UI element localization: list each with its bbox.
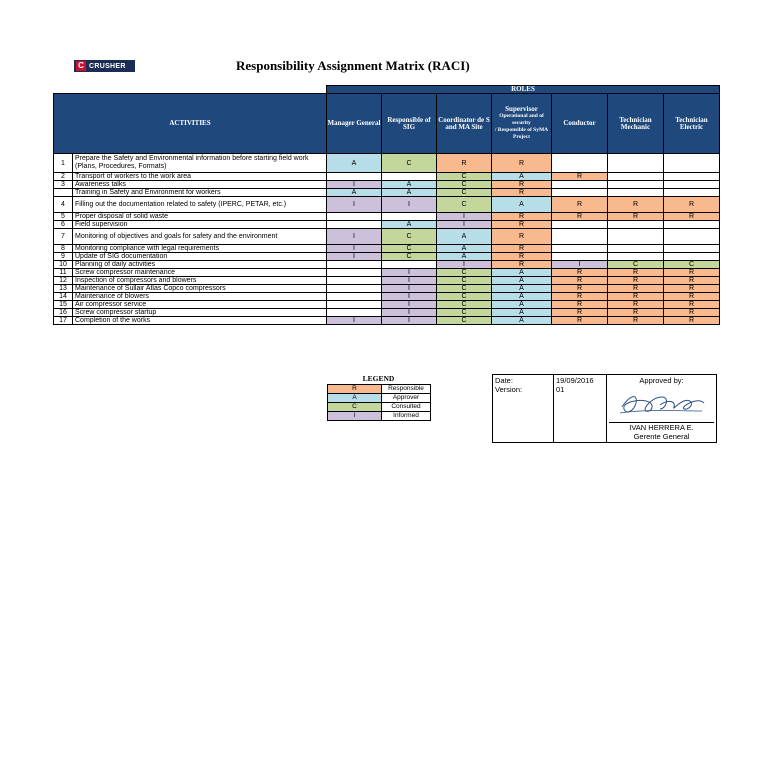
- version-label: Version:: [495, 385, 523, 394]
- raci-cell: [327, 261, 382, 269]
- raci-cell: R: [552, 277, 608, 285]
- raci-cell: I: [437, 221, 492, 229]
- legend-code: R: [328, 385, 382, 394]
- raci-cell: [552, 189, 608, 197]
- raci-cell: [608, 245, 664, 253]
- raci-cell: A: [382, 189, 437, 197]
- date-value: 19/09/2016: [556, 376, 594, 385]
- raci-cell: I: [327, 317, 382, 325]
- raci-cell: A: [492, 269, 552, 277]
- role-header-supervisor: [492, 94, 552, 154]
- raci-cell: [608, 173, 664, 181]
- raci-cell: A: [327, 154, 382, 173]
- raci-cell: R: [552, 285, 608, 293]
- raci-cell: R: [608, 317, 664, 325]
- raci-cell: C: [437, 277, 492, 285]
- raci-cell: [552, 245, 608, 253]
- raci-cell: A: [492, 293, 552, 301]
- activity-cell: Screw compressor startup: [73, 309, 327, 317]
- raci-cell: [608, 221, 664, 229]
- raci-cell: [664, 154, 720, 173]
- row-number: 1: [54, 154, 73, 173]
- date-label: Date:: [495, 376, 513, 385]
- activity-cell: Proper disposal of solid waste: [73, 213, 327, 221]
- legend-label: Consulted: [382, 403, 431, 412]
- raci-cell: R: [492, 189, 552, 197]
- raci-cell: A: [382, 181, 437, 189]
- raci-cell: A: [492, 277, 552, 285]
- raci-cell: I: [382, 285, 437, 293]
- raci-cell: [664, 221, 720, 229]
- raci-cell: R: [492, 245, 552, 253]
- table-row: [54, 197, 720, 213]
- raci-cell: [664, 229, 720, 245]
- raci-cell: R: [664, 213, 720, 221]
- activity-cell: Inspection of compressors and blowers: [73, 277, 327, 285]
- raci-cell: R: [608, 277, 664, 285]
- raci-cell: R: [608, 213, 664, 221]
- activity-cell: Field supervision: [73, 221, 327, 229]
- row-number: 17: [54, 317, 73, 325]
- date-version-values: [554, 375, 607, 443]
- table-row: [54, 154, 720, 173]
- row-number: 5: [54, 213, 73, 221]
- raci-cell: R: [664, 317, 720, 325]
- raci-cell: [382, 173, 437, 181]
- legend: [327, 374, 431, 421]
- raci-cell: R: [552, 317, 608, 325]
- table-row: [54, 189, 720, 197]
- raci-cell: R: [608, 269, 664, 277]
- raci-cell: I: [552, 261, 608, 269]
- raci-cell: R: [492, 221, 552, 229]
- raci-cell: [608, 253, 664, 261]
- raci-cell: [382, 213, 437, 221]
- raci-cell: A: [492, 309, 552, 317]
- raci-cell: A: [437, 253, 492, 261]
- raci-cell: R: [664, 285, 720, 293]
- raci-cell: R: [552, 293, 608, 301]
- table-row: [54, 309, 720, 317]
- table-row: [54, 269, 720, 277]
- table-row: [54, 221, 720, 229]
- row-number: 16: [54, 309, 73, 317]
- raci-cell: I: [327, 229, 382, 245]
- raci-cell: [552, 229, 608, 245]
- activity-cell: Update of SIG documentation: [73, 253, 327, 261]
- version-value: 01: [556, 385, 565, 394]
- raci-cell: [327, 221, 382, 229]
- raci-cell: C: [437, 285, 492, 293]
- raci-cell: [608, 154, 664, 173]
- table-row: [54, 285, 720, 293]
- activity-cell: Planning of daily activities: [73, 261, 327, 269]
- activity-cell: Prepare the Safety and Environmental information before starting field work (Plans, Procedures, Formats): [73, 154, 327, 173]
- raci-cell: C: [382, 154, 437, 173]
- row-number: 3: [54, 181, 73, 189]
- raci-cell: A: [492, 317, 552, 325]
- table-row: [54, 301, 720, 309]
- legend-code: A: [328, 394, 382, 403]
- raci-cell: R: [552, 213, 608, 221]
- company-logo: [74, 60, 135, 72]
- raci-cell: R: [552, 173, 608, 181]
- supervisor-subtitle-2: / Responsible of SyMA Project: [494, 127, 549, 140]
- raci-table: [53, 85, 720, 325]
- raci-cell: [664, 245, 720, 253]
- legend-code: I: [328, 412, 382, 421]
- activity-cell: Maintenance of blowers: [73, 293, 327, 301]
- table-row: [54, 245, 720, 253]
- activity-cell: Training in Safety and Environment for workers: [73, 189, 327, 197]
- legend-table: [327, 384, 431, 421]
- raci-cell: [608, 181, 664, 189]
- table-row: [54, 261, 720, 269]
- table-row: [54, 173, 720, 181]
- table-row: [54, 293, 720, 301]
- raci-cell: C: [437, 181, 492, 189]
- table-row: [54, 181, 720, 189]
- raci-cell: R: [492, 253, 552, 261]
- raci-cell: C: [382, 229, 437, 245]
- raci-cell: R: [552, 269, 608, 277]
- raci-cell: [327, 285, 382, 293]
- raci-cell: I: [327, 245, 382, 253]
- raci-cell: [327, 269, 382, 277]
- row-number: 8: [54, 245, 73, 253]
- logo-mark-icon: C: [76, 61, 86, 71]
- raci-cell: R: [492, 213, 552, 221]
- raci-cell: I: [437, 261, 492, 269]
- raci-cell: [552, 154, 608, 173]
- raci-cell: R: [608, 197, 664, 213]
- raci-cell: [664, 181, 720, 189]
- raci-cell: I: [327, 253, 382, 261]
- raci-cell: R: [664, 197, 720, 213]
- date-version-labels: [493, 375, 554, 443]
- raci-cell: R: [608, 301, 664, 309]
- raci-cell: A: [437, 229, 492, 245]
- raci-cell: C: [437, 173, 492, 181]
- raci-cell: R: [492, 261, 552, 269]
- table-row: [54, 277, 720, 285]
- logo-text: CRUSHER: [89, 62, 126, 70]
- raci-cell: C: [437, 309, 492, 317]
- supervisor-subtitle: Operational and of security: [499, 113, 544, 126]
- row-number: 4: [54, 197, 73, 213]
- raci-cell: A: [382, 221, 437, 229]
- raci-cell: I: [327, 197, 382, 213]
- raci-cell: [327, 301, 382, 309]
- raci-cell: I: [382, 269, 437, 277]
- raci-cell: R: [664, 301, 720, 309]
- activities-header: ACTIVITIES: [54, 94, 327, 154]
- legend-label: Responsible: [382, 385, 431, 394]
- raci-cell: C: [437, 269, 492, 277]
- row-number: 13: [54, 285, 73, 293]
- raci-cell: A: [492, 173, 552, 181]
- raci-cell: [327, 309, 382, 317]
- raci-cell: [552, 221, 608, 229]
- activity-cell: Monitoring of objectives and goals for safety and the environment: [73, 229, 327, 245]
- supervisor-title: Supervisor: [505, 105, 538, 113]
- approved-by-label: Approved by:: [639, 376, 684, 385]
- legend-label: Informed: [382, 412, 431, 421]
- approval-box: [492, 374, 717, 443]
- raci-cell: C: [382, 253, 437, 261]
- raci-cell: [327, 173, 382, 181]
- raci-cell: I: [382, 317, 437, 325]
- raci-cell: [608, 229, 664, 245]
- activity-cell: Transport of workers to the work area: [73, 173, 327, 181]
- raci-cell: R: [492, 154, 552, 173]
- raci-cell: I: [437, 213, 492, 221]
- approver-name: IVAN HERRERA E.: [609, 422, 714, 432]
- approval-cell: [607, 375, 717, 443]
- raci-cell: R: [664, 293, 720, 301]
- raci-cell: C: [382, 245, 437, 253]
- raci-cell: R: [552, 197, 608, 213]
- raci-cell: C: [437, 301, 492, 309]
- raci-cell: [552, 253, 608, 261]
- legend-code: C: [328, 403, 382, 412]
- role-header-tech-mechanic: Technician Mechanic: [608, 94, 664, 154]
- row-number: 12: [54, 277, 73, 285]
- activity-cell: Awareness talks: [73, 181, 327, 189]
- signature-icon: [616, 389, 708, 419]
- raci-cell: A: [492, 301, 552, 309]
- raci-cell: [327, 213, 382, 221]
- raci-cell: C: [437, 317, 492, 325]
- raci-cell: I: [382, 293, 437, 301]
- table-row: [54, 229, 720, 245]
- approver-position: Gerente General: [633, 432, 690, 441]
- raci-cell: [382, 261, 437, 269]
- raci-cell: [552, 181, 608, 189]
- role-header-sig: Responsible of SIG: [382, 94, 437, 154]
- table-row: [54, 213, 720, 221]
- raci-cell: C: [608, 261, 664, 269]
- raci-cell: A: [437, 245, 492, 253]
- row-number: 15: [54, 301, 73, 309]
- raci-cell: A: [492, 197, 552, 213]
- raci-cell: R: [492, 229, 552, 245]
- row-number: 11: [54, 269, 73, 277]
- page-title: Responsibility Assignment Matrix (RACI): [236, 58, 470, 73]
- raci-cell: R: [664, 277, 720, 285]
- raci-cell: [327, 293, 382, 301]
- raci-cell: R: [664, 269, 720, 277]
- raci-cell: R: [492, 181, 552, 189]
- table-row: [54, 317, 720, 325]
- raci-cell: A: [492, 285, 552, 293]
- raci-cell: [664, 253, 720, 261]
- raci-cell: R: [664, 309, 720, 317]
- raci-cell: I: [327, 181, 382, 189]
- role-header-manager: Manager General: [327, 94, 382, 154]
- activity-cell: Maintenance of Sullair Atlas Copco compressors: [73, 285, 327, 293]
- raci-cell: I: [382, 197, 437, 213]
- activity-cell: Air compressor service: [73, 301, 327, 309]
- raci-cell: R: [552, 309, 608, 317]
- raci-cell: I: [382, 309, 437, 317]
- activity-cell: Monitoring compliance with legal requirements: [73, 245, 327, 253]
- role-header-tech-electric: Technician Electric: [664, 94, 720, 154]
- legend-label: Approver: [382, 394, 431, 403]
- raci-cell: [327, 277, 382, 285]
- row-number: 7: [54, 229, 73, 245]
- roles-header: ROLES: [327, 86, 720, 94]
- row-number: 6: [54, 221, 73, 229]
- raci-cell: A: [327, 189, 382, 197]
- row-number: 14: [54, 293, 73, 301]
- table-row: [54, 253, 720, 261]
- raci-cell: [664, 173, 720, 181]
- raci-cell: [664, 189, 720, 197]
- activity-cell: Filling out the documentation related to safety (IPERC, PETAR, etc.): [73, 197, 327, 213]
- row-number: [54, 189, 73, 197]
- raci-cell: C: [437, 197, 492, 213]
- raci-cell: [608, 189, 664, 197]
- raci-cell: R: [608, 309, 664, 317]
- row-number: 2: [54, 173, 73, 181]
- row-number: 9: [54, 253, 73, 261]
- raci-cell: R: [437, 154, 492, 173]
- raci-cell: I: [382, 277, 437, 285]
- raci-cell: R: [608, 285, 664, 293]
- raci-cell: C: [437, 189, 492, 197]
- role-header-coordinator: Coordinator de S and MA Site: [437, 94, 492, 154]
- raci-cell: C: [437, 293, 492, 301]
- raci-cell: I: [382, 301, 437, 309]
- role-header-conductor: Conductor: [552, 94, 608, 154]
- raci-cell: R: [608, 293, 664, 301]
- activity-cell: Completion of the works: [73, 317, 327, 325]
- raci-cell: C: [664, 261, 720, 269]
- raci-cell: R: [552, 301, 608, 309]
- row-number: 10: [54, 261, 73, 269]
- legend-title: LEGEND: [362, 374, 395, 383]
- activity-cell: Screw compressor maintenance: [73, 269, 327, 277]
